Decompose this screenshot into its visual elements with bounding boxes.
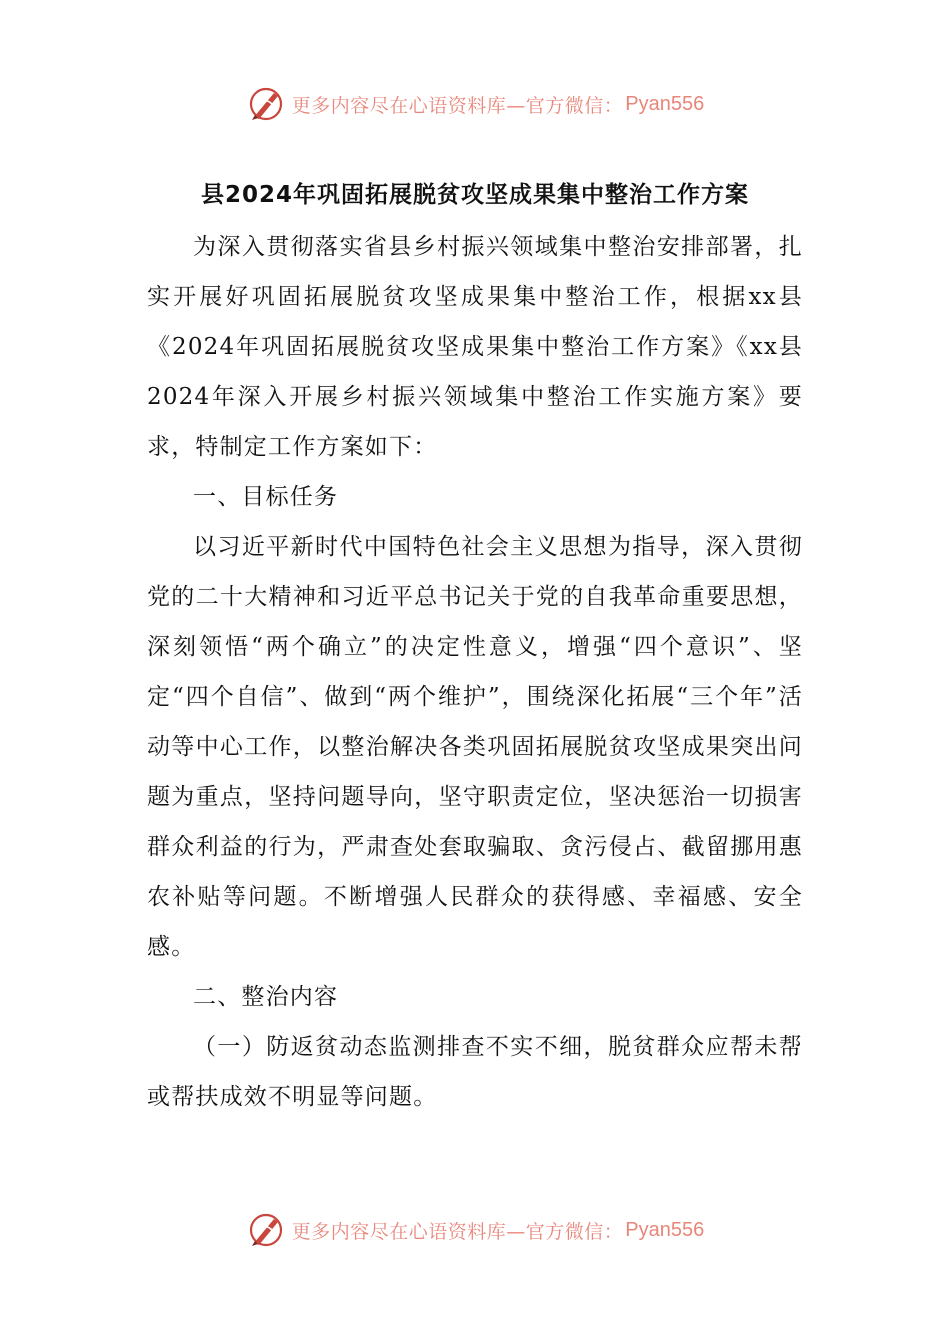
goals-paragraph: 以习近平新时代中国特色社会主义思想为指导，深入贯彻党的二十大精神和习近平总书记关于党的自我革命重要思想，深刻领悟“两个确立”的决定性意义，增强“四个意识”、坚定“四个自信”、做到“两个维护”，围绕深化拓展“三个年”活动等中心工作，以整治解决各类巩固拓展脱贫攻坚成果突出问题为重点，坚持问题导向，坚守职责定位，坚决惩治一切损害群众利益的行为，严肃查处套取骗取、贪污侵占、截留挪用惠农补贴等问题。不断增强人民群众的获得感、幸福感、安全感。: [147, 534, 803, 960]
section-heading-goals: 一、目标任务: [193, 484, 339, 510]
document-body: [147, 222, 803, 1122]
watermark-banner-bottom: [0, 1210, 950, 1250]
watermark-wechat-id: Pyan556: [625, 1218, 705, 1241]
watermark-text: 更多内容尽在心语资料库—官方微信：: [291, 94, 624, 117]
contents-item-1: （一）防返贫动态监测排查不实不细，脱贫群众应帮未帮或帮扶成效不明显等问题。: [147, 1034, 803, 1110]
section-heading-contents: 二、整治内容: [193, 984, 339, 1010]
intro-paragraph: 为深入贯彻落实省县乡村振兴领域集中整治安排部署，扎实开展好巩固拓展脱贫攻坚成果集中整治工作，根据xx县《2024年巩固拓展脱贫攻坚成果集中整治工作方案》《xx县2024年深入开展乡村振兴领域集中整治工作实施方案》要求，特制定工作方案如下：: [147, 234, 803, 460]
pen-logo-icon: [246, 84, 286, 124]
pen-logo-icon: [246, 1210, 286, 1250]
document-title: 县2024年巩固拓展脱贫攻坚成果集中整治工作方案: [200, 182, 749, 208]
watermark-banner-top: [0, 84, 950, 124]
watermark-text: 更多内容尽在心语资料库—官方微信：: [291, 1220, 624, 1243]
watermark-wechat-id: Pyan556: [625, 92, 705, 115]
